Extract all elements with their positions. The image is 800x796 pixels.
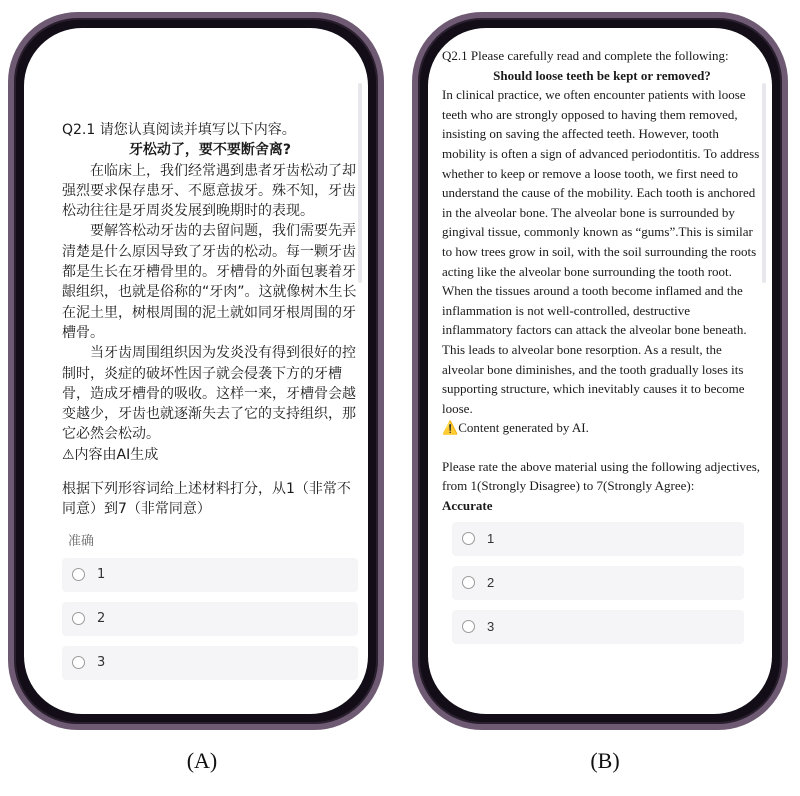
rating-instruction: 根据下列形容词给上述材料打分，从1（非常不同意）到7（非常同意） [62,481,351,518]
phone-screen [428,28,772,714]
warning-icon: ⚠️ [442,420,459,436]
article-heading: Should loose teeth be kept or removed? [493,67,711,83]
phone-frame-chinese [8,12,384,730]
survey-content [62,120,358,690]
rating-options [452,522,762,644]
question-title: Q2.1 请您认真阅读并填写以下内容。 [62,122,296,138]
option-label: 2 [97,610,106,626]
radio-icon[interactable] [72,612,85,625]
rating-option-2[interactable] [62,602,358,636]
rating-options [62,558,358,680]
scrollbar[interactable] [762,83,766,283]
rating-option-1[interactable] [62,558,358,592]
article-heading: 牙松动了，要不要断舍离? [128,142,292,159]
radio-icon[interactable] [462,532,475,545]
ai-generated-note: ⚠内容由AI生成 [62,446,159,463]
phone-frame-english [412,12,788,730]
panel-caption-a: (A) [186,748,218,773]
survey-content [442,46,762,654]
radio-icon[interactable] [72,568,85,581]
phone-screen [24,28,368,714]
article-paragraph: 在临床上，我们经常遇到患者牙齿松动了却强烈要求保存患牙、不愿意拔牙。殊不知，牙齿松动往往是牙周炎发展到晚期时的表现。 [62,162,356,220]
article-paragraph: 当牙齿周围组织因为发炎没有得到很好的控制时，炎症的破坏性因子就会侵袭下方的牙槽骨，造成牙槽骨的吸收。这样一来，牙槽骨会越变越少，牙齿也就逐渐失去了它的支持组织，那它必然会松动。 [62,345,356,443]
rating-instruction: Please rate the above material using the following adjectives, from 1(Strongly Disagree) to 7(Strongly Agree): [442,458,761,494]
rating-option-1[interactable] [452,522,744,556]
option-label: 3 [487,618,495,634]
article-paragraph: In clinical practice, we often encounter patients with loose teeth who are strongly opposed to having them removed, insisting on saving the affected teeth. However, tooth mobility is often a sign of advanced periodontitis. To address whether to keep or remove a loose tooth, we first need to understand the cause of the mobility. Each tooth is anchored in the alveolar bone. The alveolar bone is surrounded by gingival tissue, commonly known as “gums”.This is similar to how trees grow in soil, with the soil surrounding the roots acting like the alveolar bone surrounding the tooth root. [442,87,760,279]
rating-criterion: 准确 [68,533,95,549]
rating-option-3[interactable] [62,646,358,680]
panel-caption-b: (B) [590,748,620,773]
question-title: Q2.1 Please carefully read and complete the following: [442,48,729,63]
radio-icon[interactable] [462,576,475,589]
option-label: 1 [487,530,495,546]
scrollbar[interactable] [358,83,362,283]
option-label: 2 [487,574,495,590]
option-label: 3 [97,654,106,670]
rating-option-3[interactable] [452,610,744,644]
ai-generated-note [442,418,762,438]
rating-option-2[interactable] [452,566,744,600]
option-label: 1 [97,566,106,582]
rating-criterion: Accurate [442,498,493,514]
article-paragraph: When the tissues around a tooth become inflamed and the inflammation is not well-controlled, destructive inflammatory factors can attack the alveolar bone beneath. This leads to alveolar bone resorption. As a result, the alveolar bone diminishes, and the tooth gradually loses its supporting structure, which inevitably causes it to become loose. [442,283,747,416]
article-paragraph: 要解答松动牙齿的去留问题，我们需要先弄清楚是什么原因导致了牙齿的松动。每一颗牙齿都是生长在牙槽骨里的。牙槽骨的外面包裹着牙龈组织，也就是俗称的“牙肉”。这就像树木生长在泥土里，树根周围的泥土就如同牙根周围的牙槽骨。 [62,223,357,341]
radio-icon[interactable] [462,620,475,633]
radio-icon[interactable] [72,656,85,669]
ai-note-text: Content generated by AI. [458,420,589,436]
